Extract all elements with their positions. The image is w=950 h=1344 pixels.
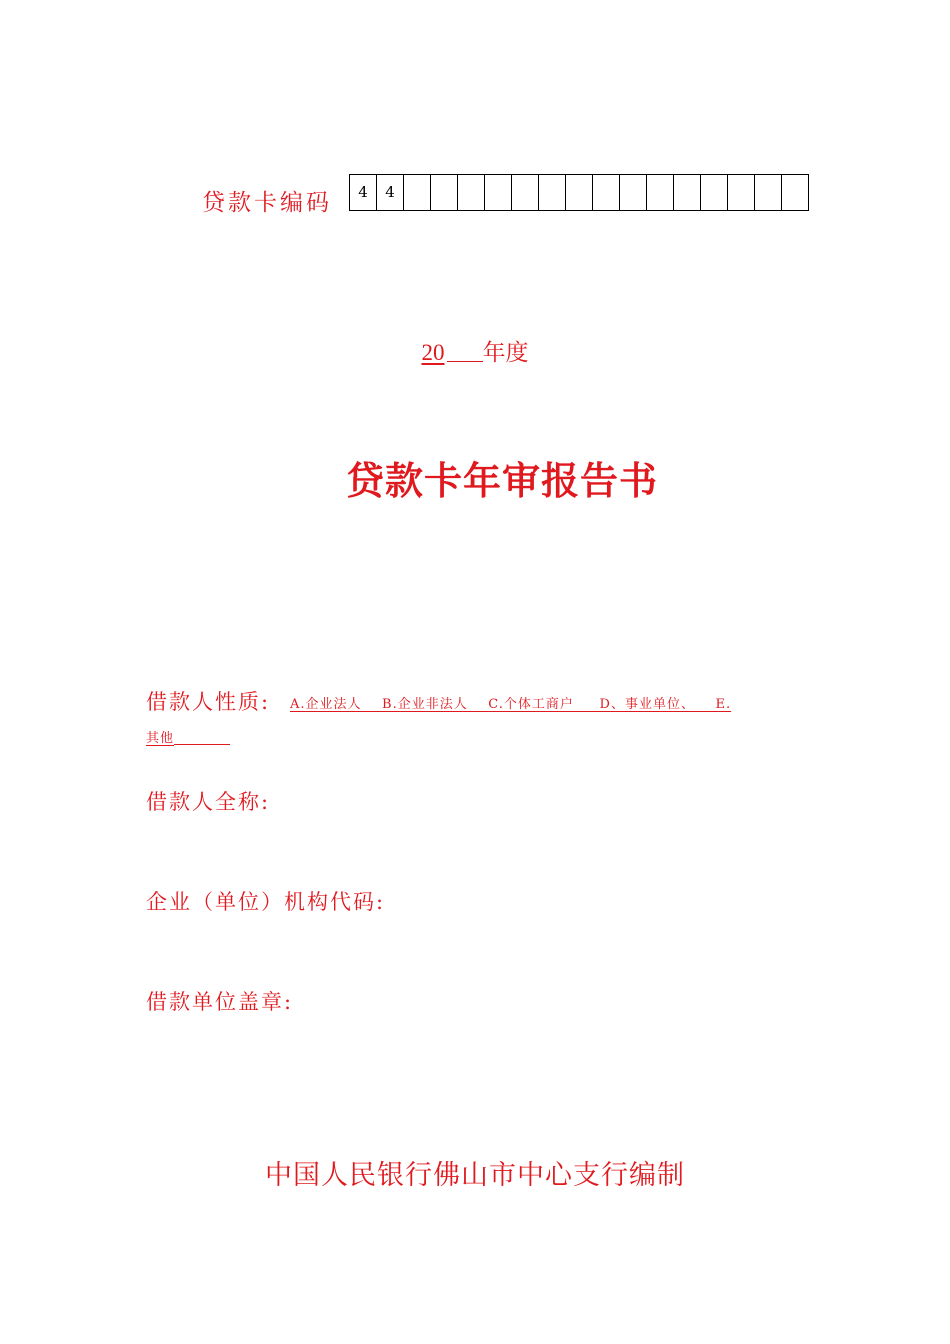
code-digit-16[interactable] — [755, 175, 782, 210]
borrower-nature-other-label: 其他 — [146, 731, 175, 746]
code-digit-7[interactable] — [512, 175, 539, 210]
seal-label: 借款单位盖章: — [146, 990, 294, 1014]
code-digit-3[interactable] — [404, 175, 431, 210]
borrower-nature-options: A.企业法人 B.企业非法人 C.个体工商户 D、事业单位、 E. — [290, 697, 732, 712]
code-digit-4[interactable] — [431, 175, 458, 210]
report-year — [0, 334, 950, 367]
code-digit-2[interactable]: 4 — [377, 175, 404, 210]
document-title: 贷款卡年审报告书 — [345, 459, 658, 503]
card-code-grid — [349, 174, 809, 211]
year-prefix: 20 — [421, 340, 445, 365]
code-digit-14[interactable] — [701, 175, 728, 210]
issuer-footer: 中国人民银行佛山市中心支行编制 — [265, 1160, 685, 1191]
borrower-nature-label: 借款人性质: — [146, 690, 271, 714]
code-digit-15[interactable] — [728, 175, 755, 210]
year-blank[interactable] — [447, 341, 483, 362]
org-code-label: 企业（单位）机构代码: — [146, 890, 386, 914]
code-digit-13[interactable] — [674, 175, 701, 210]
code-digit-5[interactable] — [458, 175, 485, 210]
code-digit-17[interactable] — [782, 175, 809, 210]
code-digit-6[interactable] — [485, 175, 512, 210]
code-digit-1[interactable]: 4 — [350, 175, 377, 210]
card-code-label: 贷款卡编码 — [202, 190, 332, 216]
borrower-full-name-label: 借款人全称: — [146, 790, 271, 814]
code-digit-11[interactable] — [620, 175, 647, 210]
borrower-nature-other — [146, 727, 230, 746]
code-digit-9[interactable] — [566, 175, 593, 210]
borrower-nature-other-blank[interactable] — [174, 732, 230, 745]
code-digit-12[interactable] — [647, 175, 674, 210]
code-digit-10[interactable] — [593, 175, 620, 210]
code-digit-8[interactable] — [539, 175, 566, 210]
year-suffix: 年度 — [482, 340, 529, 366]
